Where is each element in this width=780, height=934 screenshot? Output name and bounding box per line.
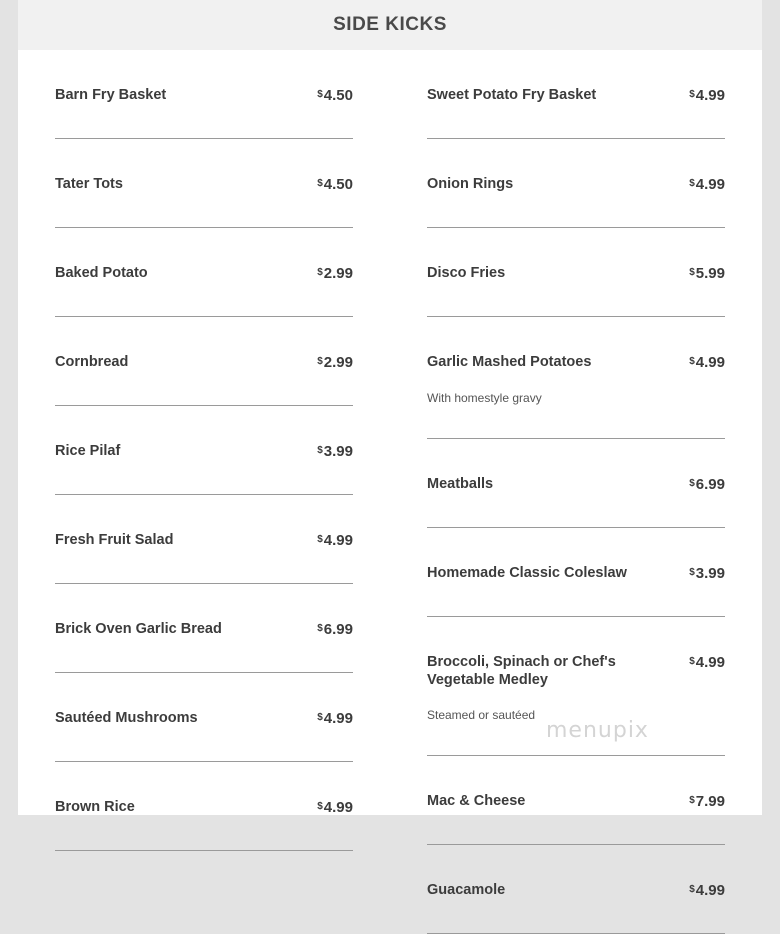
menu-item-name: Sweet Potato Fry Basket [427, 87, 597, 103]
menu-item-row [427, 881, 725, 900]
price-value: 3.99 [695, 565, 725, 582]
menu-item-row [427, 175, 725, 194]
price-value: 4.99 [695, 654, 725, 671]
currency-symbol: $ [689, 795, 695, 806]
menu-item-name: Cornbread [55, 354, 129, 370]
menu-item-price [317, 86, 353, 105]
price-value: 4.50 [323, 87, 353, 104]
currency-symbol: $ [689, 478, 695, 489]
menu-item-price [689, 564, 725, 583]
price-value: 4.99 [695, 882, 725, 899]
menu-item-price [317, 531, 353, 550]
currency-symbol: $ [317, 712, 323, 723]
menu-item-price [689, 881, 725, 900]
menu-item-description: With homestyle gravy [427, 391, 542, 405]
menu-item-description: Steamed or sautéed [427, 708, 536, 722]
menu-item-row [55, 353, 353, 372]
menu-item [55, 228, 353, 317]
menu-item-price [689, 175, 725, 194]
menu-item-row [427, 264, 725, 283]
menu-item [55, 584, 353, 673]
currency-symbol: $ [317, 534, 323, 545]
price-value: 4.99 [695, 176, 725, 193]
watermark-logo: menupix [546, 718, 649, 743]
menu-item [55, 762, 353, 851]
menu-item-name: Guacamole [427, 882, 506, 898]
menu-item [55, 139, 353, 228]
menu-item-name: Barn Fry Basket [55, 87, 167, 103]
menu-item-row [55, 175, 353, 194]
price-value: 4.99 [323, 532, 353, 549]
currency-symbol: $ [689, 267, 695, 278]
menu-item-price [317, 798, 353, 817]
price-value: 2.99 [323, 265, 353, 282]
menu-item-row [55, 531, 353, 550]
menu-item [427, 756, 725, 845]
menu-item [55, 495, 353, 584]
menu-item-price [689, 86, 725, 105]
menu-item [427, 228, 725, 317]
currency-symbol: $ [689, 884, 695, 895]
price-value: 2.99 [323, 354, 353, 371]
menu-item-name: Garlic Mashed Potatoes [427, 354, 592, 370]
menu-item-row [427, 564, 725, 583]
menu-item-name: Rice Pilaf [55, 443, 121, 459]
menu-item-row [55, 620, 353, 639]
price-value: 4.50 [323, 176, 353, 193]
currency-symbol: $ [689, 89, 695, 100]
menu-item-name: Baked Potato [55, 265, 148, 281]
currency-symbol: $ [317, 267, 323, 278]
menu-item-row [55, 264, 353, 283]
menu-item-name: Brown Rice [55, 799, 135, 815]
price-value: 3.99 [323, 443, 353, 460]
menu-item-price [317, 620, 353, 639]
menu-item-price [317, 709, 353, 728]
menu-item-name: Mac & Cheese [427, 793, 526, 809]
currency-symbol: $ [689, 178, 695, 189]
menu-item-row [427, 792, 725, 811]
menu-item-name: Fresh Fruit Salad [55, 532, 174, 548]
currency-symbol: $ [317, 623, 323, 634]
currency-symbol: $ [689, 567, 695, 578]
currency-symbol: $ [317, 445, 323, 456]
price-value: 6.99 [695, 476, 725, 493]
menu-item-name: Disco Fries [427, 265, 506, 281]
menu-item-name: Meatballs [427, 476, 494, 492]
menu-item-row [55, 798, 353, 817]
currency-symbol: $ [317, 178, 323, 189]
price-value: 4.99 [695, 354, 725, 371]
price-value: 7.99 [695, 793, 725, 810]
section-header [18, 0, 762, 50]
menu-item [55, 673, 353, 762]
price-value: 5.99 [695, 265, 725, 282]
currency-symbol: $ [689, 356, 695, 367]
menu-item-name: Broccoli, Spinach or Chef's Vegetable Medley [427, 654, 616, 688]
price-value: 4.99 [323, 710, 353, 727]
section-title: SIDE KICKS [333, 14, 447, 35]
currency-symbol: $ [317, 89, 323, 100]
menu-item-price [317, 442, 353, 461]
menu-item-price [317, 175, 353, 194]
menu-item-price [689, 475, 725, 494]
menu-item-name: Sautéed Mushrooms [55, 710, 198, 726]
menu-item-name: Onion Rings [427, 176, 514, 192]
right-column [427, 50, 725, 934]
left-column [55, 50, 353, 851]
menu-item-name: Tater Tots [55, 176, 123, 192]
menu-item-row [427, 475, 725, 494]
menu-item-row [55, 709, 353, 728]
currency-symbol: $ [689, 656, 695, 667]
currency-symbol: $ [317, 356, 323, 367]
menu-item [427, 317, 725, 439]
price-value: 4.99 [695, 87, 725, 104]
menu-card [18, 0, 762, 899]
menu-item [427, 139, 725, 228]
menu-item [55, 317, 353, 406]
menu-item [55, 50, 353, 139]
menu-item-row [55, 86, 353, 105]
menu-item [427, 50, 725, 139]
menu-item-row [427, 653, 725, 689]
menu-item-price [689, 792, 725, 811]
menu-item-name: Brick Oven Garlic Bread [55, 621, 222, 637]
menu-item [427, 528, 725, 617]
menu-item-row [55, 442, 353, 461]
price-value: 4.99 [323, 799, 353, 816]
menu-item-price [317, 264, 353, 283]
menu-item-row [427, 86, 725, 105]
price-value: 6.99 [323, 621, 353, 638]
menu-item [55, 406, 353, 495]
menu-item [427, 439, 725, 528]
menu-item-price [689, 353, 725, 372]
menu-item-price [317, 353, 353, 372]
menu-item [427, 845, 725, 934]
menu-item-row [427, 353, 725, 372]
menu-item-name: Homemade Classic Coleslaw [427, 565, 627, 581]
currency-symbol: $ [317, 801, 323, 812]
menu-item-price [689, 264, 725, 283]
menu-item-price [689, 653, 725, 672]
